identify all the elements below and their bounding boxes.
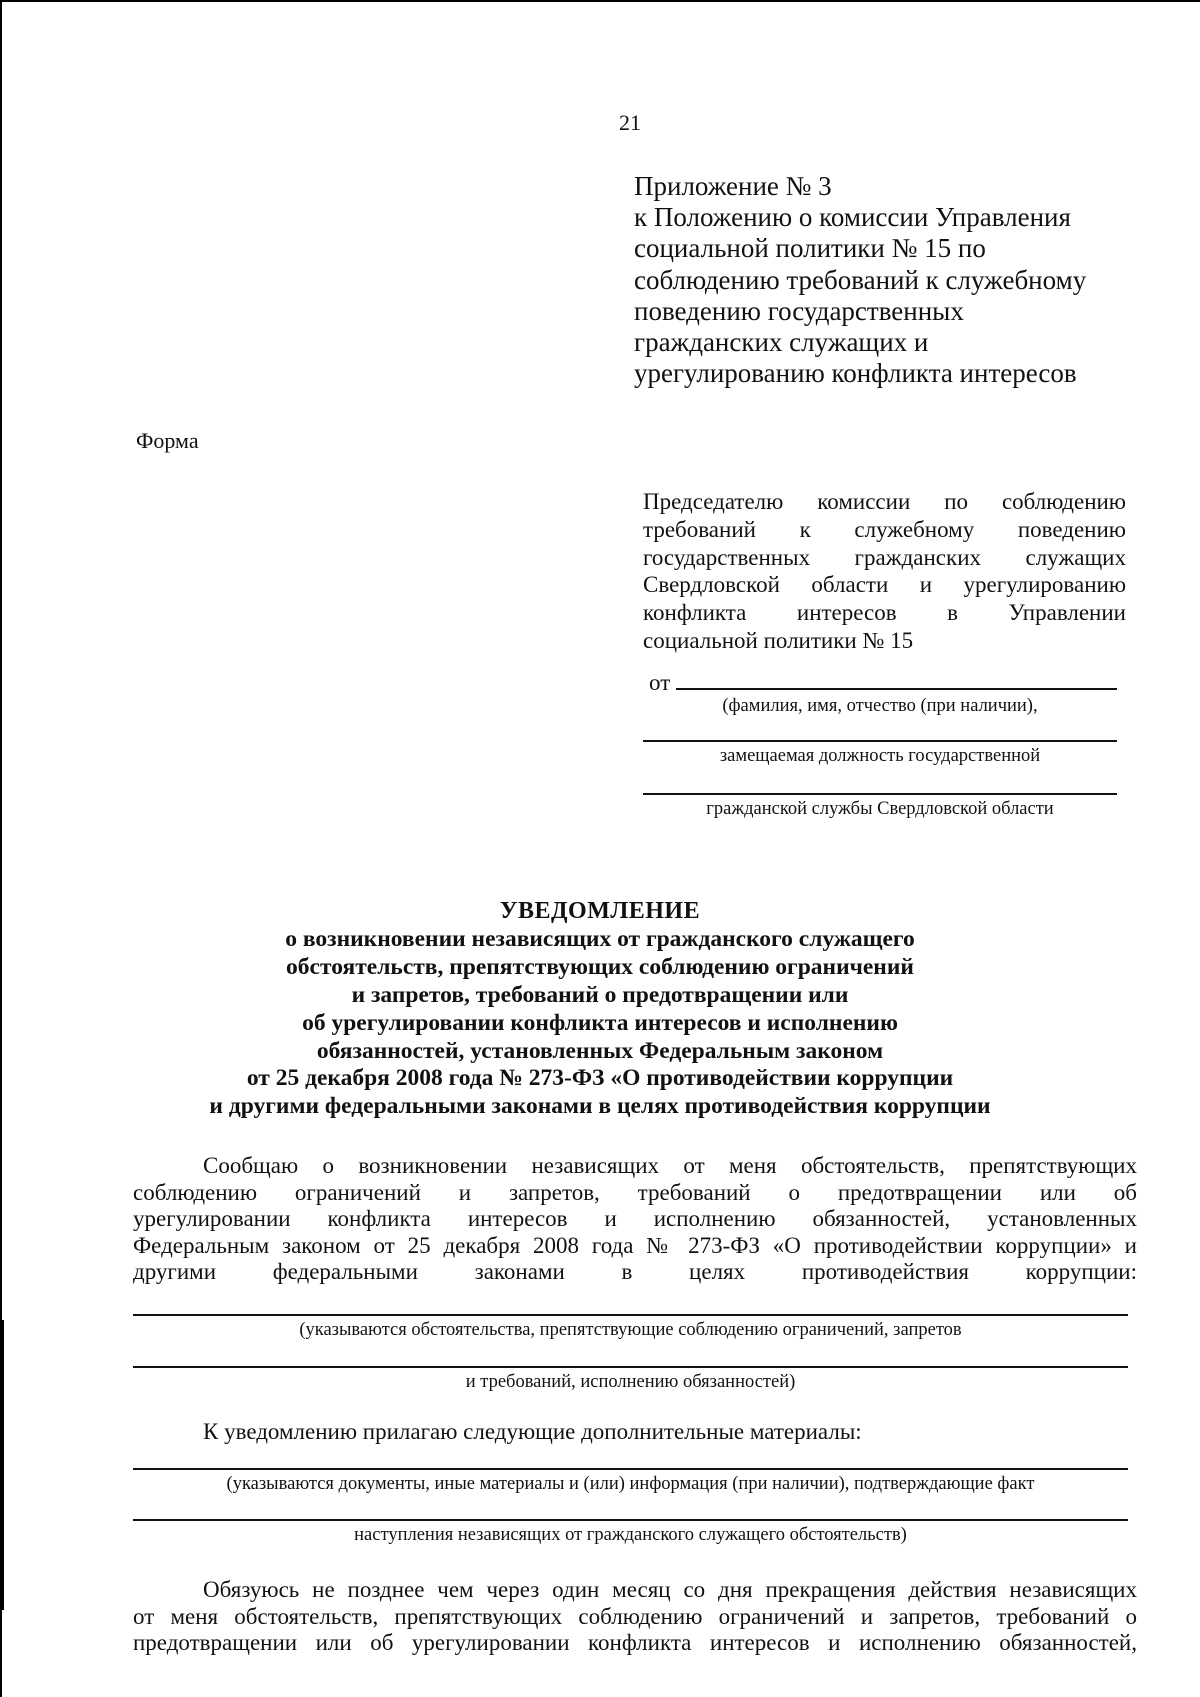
notice-title-line: обстоятельств, препятствующих соблюдению ограничений: [286, 953, 914, 980]
attachments-text: К уведомлению прилагаю следующие дополнительные материалы:: [203, 1419, 862, 1444]
appendix-heading: [634, 171, 1104, 389]
appendix-line: к Положению о комиссии Управления: [634, 202, 1071, 233]
paragraph-line: соблюдению ограничений и запретов, требований о предотвращении или об: [133, 1179, 1137, 1205]
scan-edge-mark: [0, 1320, 4, 1610]
appendix-line: гражданских служащих и: [634, 327, 929, 358]
documents-fill-line-1: [133, 1468, 1128, 1470]
notice-title-line: о возникновении независящих от гражданского служащего: [285, 925, 915, 952]
notice-title-line: об урегулировании конфликта интересов и исполнению: [302, 1009, 898, 1036]
scan-border-top: [0, 0, 1200, 2]
service-fill-line: [643, 793, 1117, 795]
paragraph-line: другими федеральными законами в целях противодействия коррупции:: [133, 1259, 1137, 1284]
circumstances-fill-line-2: [133, 1366, 1128, 1368]
addressee-line: социальной политики № 15: [643, 627, 914, 653]
paragraph-line: предотвращении или об урегулировании конфликта интересов и исполнению обязанностей,: [133, 1630, 1137, 1655]
documents-caption-2: наступления независящих от гражданского служащего обстоятельств): [354, 1525, 907, 1545]
form-label: Форма: [136, 428, 199, 453]
paragraph-line: Федеральным законом от 25 декабря 2008 года № 273-ФЗ «О противодействии коррупции» и: [133, 1232, 1137, 1258]
notice-title-line: и другими федеральными законами в целях противодействия коррупции: [209, 1093, 991, 1120]
notice-title: [0, 898, 1200, 1121]
circumstances-caption-1: (указываются обстоятельства, препятствующие соблюдению ограничений, запретов: [299, 1320, 962, 1340]
addressee-line: Свердловской области и урегулированию: [643, 572, 1126, 598]
page-number: 21: [619, 110, 641, 135]
appendix-line: поведению государственных: [634, 295, 964, 326]
addressee-line: конфликта интересов в Управлении: [643, 600, 1126, 626]
obligation-paragraph: [133, 1577, 1137, 1657]
notice-title-line: и запретов, требований о предотвращении или: [351, 981, 849, 1008]
notice-title-main: УВЕДОМЛЕНИЕ: [499, 898, 701, 924]
paragraph-line: урегулировании конфликта интересов и исполнению обязанностей, установленных: [133, 1206, 1137, 1231]
circumstances-fill-line-1: [133, 1314, 1128, 1316]
position-caption: замещаемая должность государственной: [719, 746, 1041, 766]
name-caption: (фамилия, имя, отчество (при наличии),: [722, 696, 1038, 716]
from-label: от: [649, 670, 671, 695]
documents-caption-1: (указываются документы, иные материалы и (или) информация (при наличии), подтверждающие факт: [226, 1474, 1035, 1494]
position-fill-line: [643, 740, 1117, 742]
notice-title-line: обязанностей, установленных Федеральным законом: [316, 1037, 884, 1064]
circumstances-caption-2: и требований, исполнению обязанностей): [465, 1372, 796, 1392]
appendix-line: Приложение № 3: [634, 171, 832, 201]
service-caption: гражданской службы Свердловской области: [706, 799, 1054, 819]
paragraph-line: Обязуюсь не позднее чем через один месяц со дня прекращения действия независящих: [203, 1577, 1137, 1602]
documents-fill-line-2: [133, 1519, 1128, 1521]
paragraph-line: от меня обстоятельств, препятствующих соблюдению ограничений и запретов, требований о: [133, 1603, 1137, 1629]
paragraph-line: Сообщаю о возникновении независящих от меня обстоятельств, препятствующих: [203, 1153, 1137, 1178]
addressee-line: Председателю комиссии по соблюдению: [643, 489, 1126, 514]
addressee-line: государственных гражданских служащих: [643, 544, 1126, 570]
name-fill-line: [676, 688, 1117, 690]
appendix-line: соблюдению требований к служебному: [634, 264, 1087, 295]
appendix-line: социальной политики № 15 по: [634, 233, 986, 264]
notice-title-line: от 25 декабря 2008 года № 273-ФЗ «О противодействии коррупции: [246, 1065, 954, 1092]
appendix-line: урегулированию конфликта интересов: [634, 358, 1077, 389]
notice-paragraph: [133, 1153, 1137, 1286]
addressee-block: [643, 488, 1126, 655]
addressee-line: требований к служебному поведению: [643, 516, 1126, 542]
